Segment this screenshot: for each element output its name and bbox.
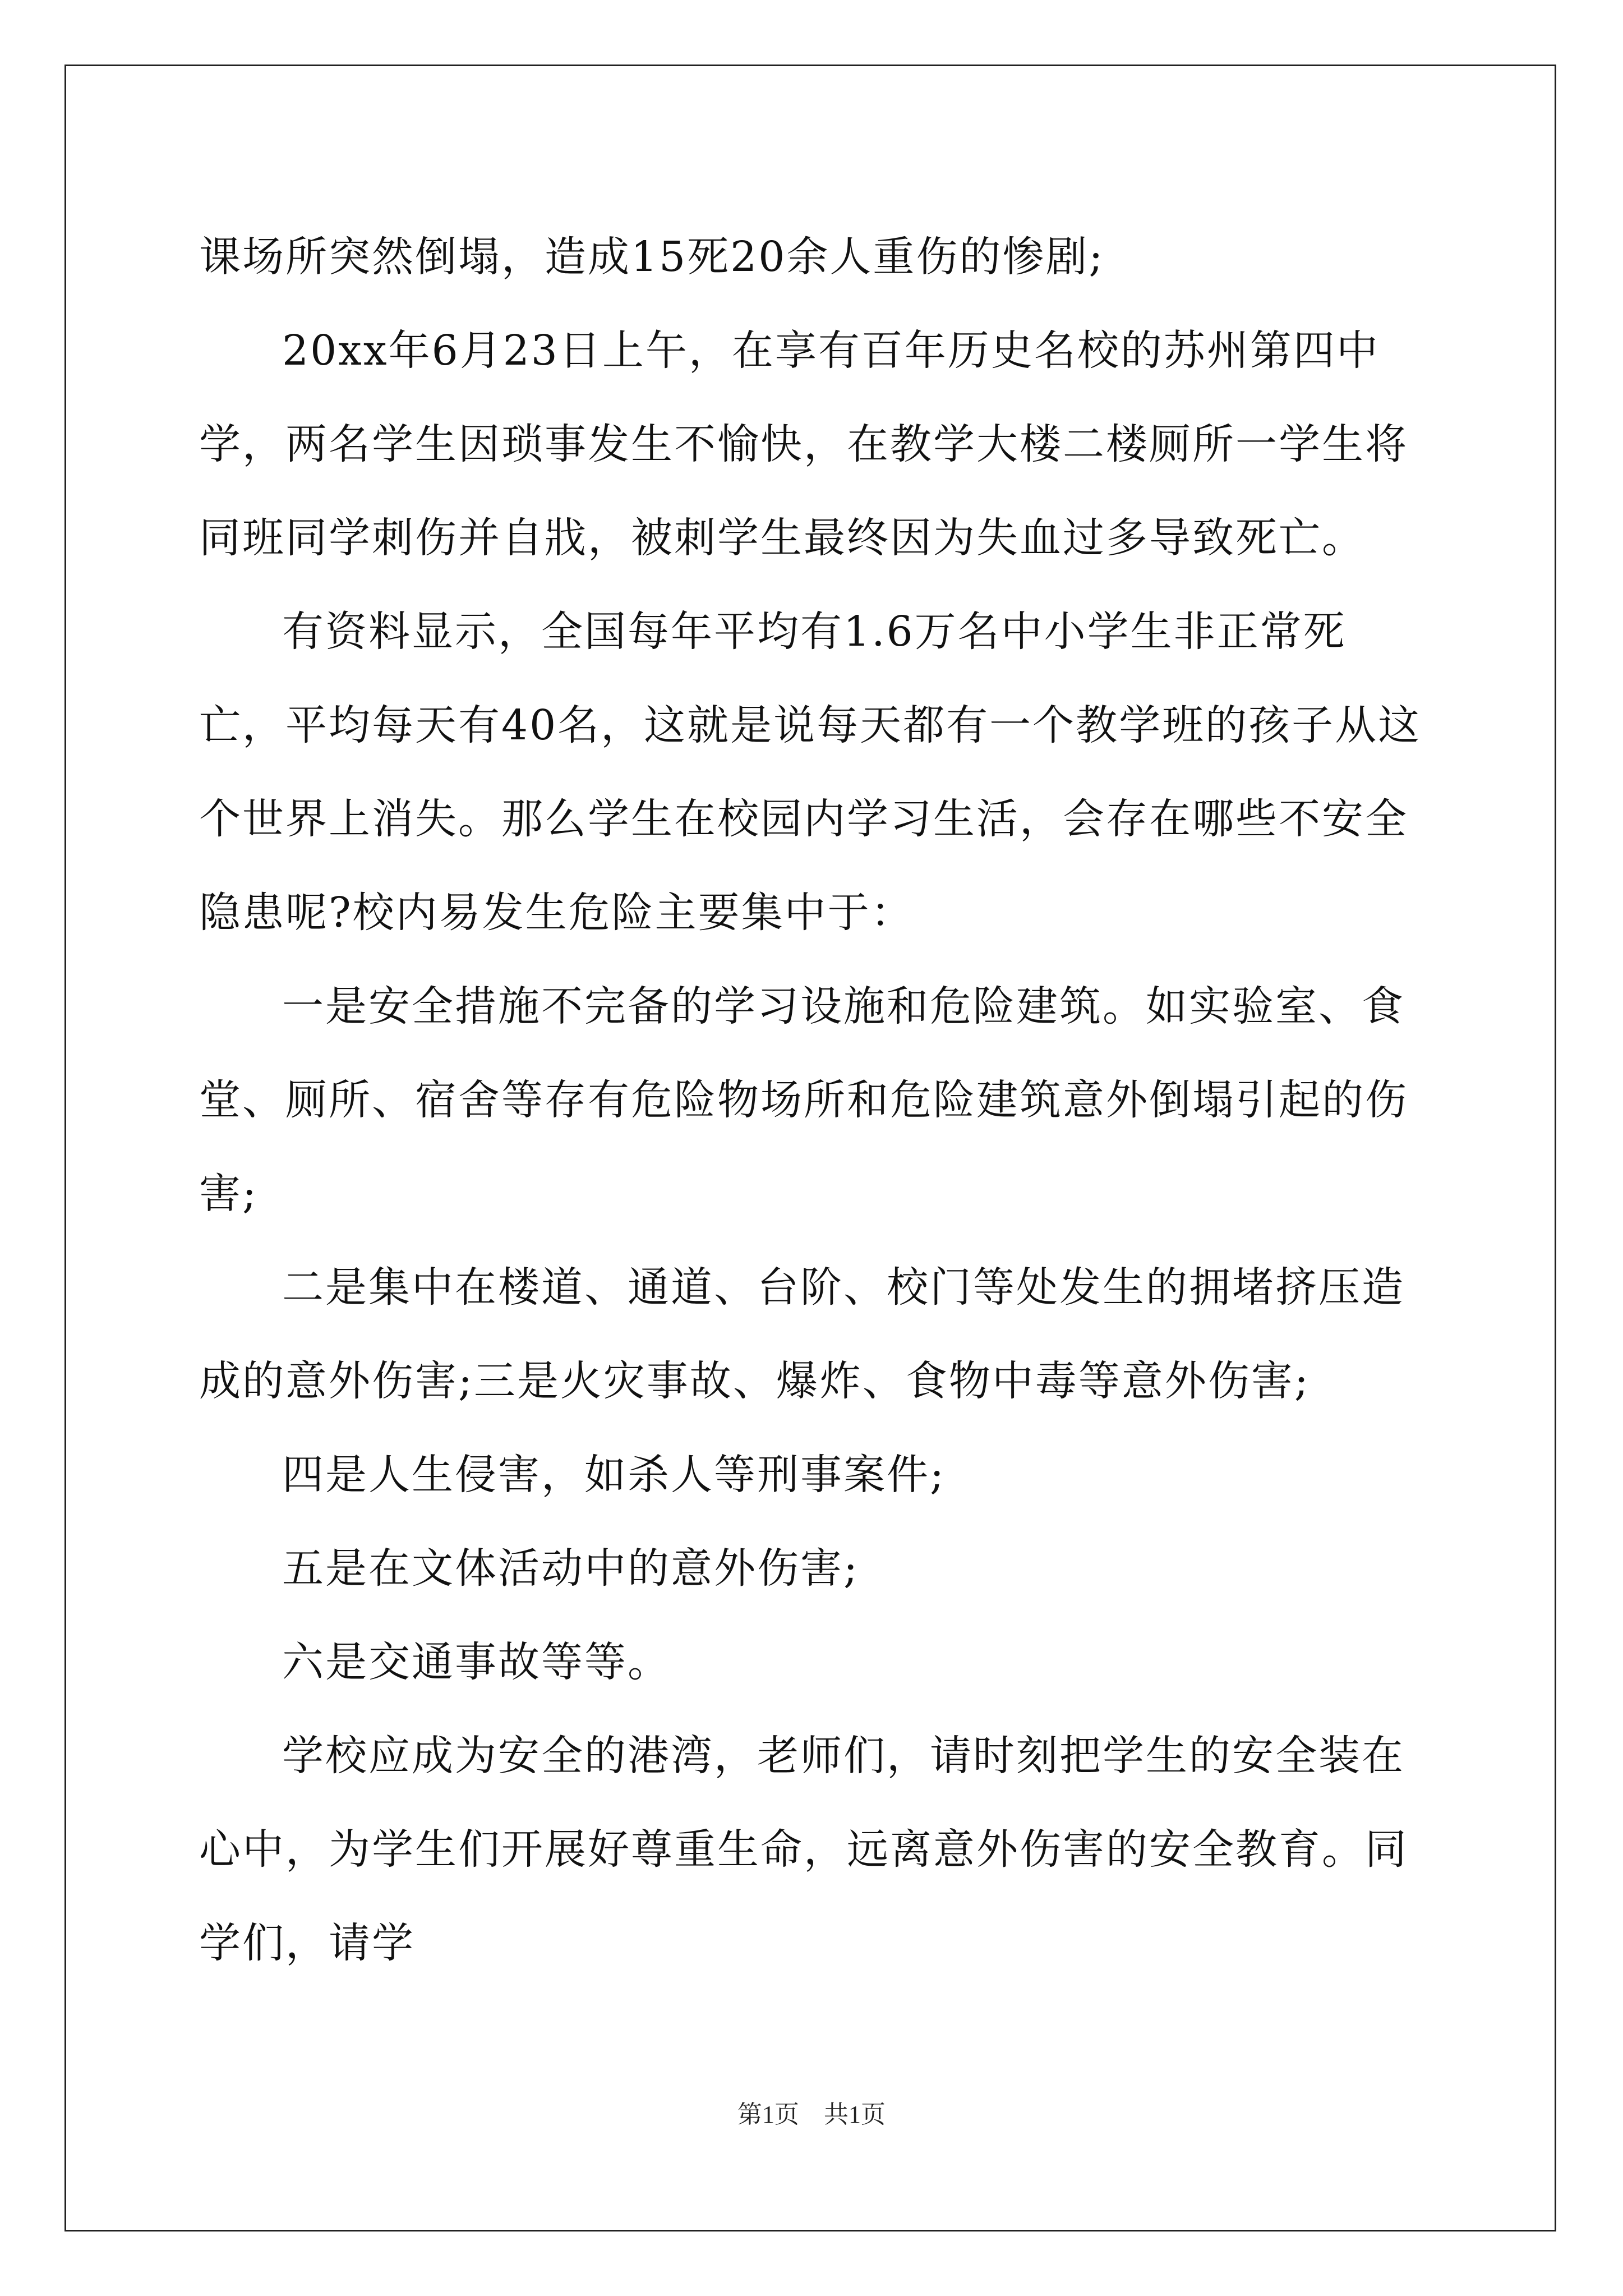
paragraph-8: 六是交通事故等等。 bbox=[282, 1638, 671, 1686]
paragraph-6: 四是人生侵害，如杀人等刑事案件; bbox=[282, 1451, 946, 1499]
paragraph-4: 一是安全措施不完备的学习设施和危险建筑。如实验室、食堂、厕所、宿舍等存有危险物场所和危险建筑意外倒塌引起的伤害; bbox=[199, 982, 1408, 1218]
paragraph-3: 有资料显示，全国每年平均有1.6万名中小学生非正常死亡，平均每天有40名，这就是说每天都有一个教学班的孩子从这个世界上消失。那么学生在校园内学习生活，会存在哪些不安全隐患呢?校内易发生危险主要集中于： bbox=[199, 608, 1422, 937]
document-body bbox=[199, 210, 1422, 1990]
paragraph-1: 课场所突然倒塌，造成15死20余人重伤的惨剧; bbox=[199, 233, 1105, 281]
page-footer: 第1页 共1页 bbox=[737, 2101, 886, 2128]
paragraph-2: 20xx年6月23日上午，在享有百年历史名校的苏州第四中学，两名学生因琐事发生不愉快，在教学大楼二楼厕所一学生将同班同学刺伤并自戕，被刺学生最终因为失血过多导致死亡。 bbox=[199, 326, 1408, 562]
paragraph-7: 五是在文体活动中的意外伤害; bbox=[282, 1544, 859, 1593]
paragraph-9: 学校应成为安全的港湾，老师们，请时刻把学生的安全装在心中，为学生们开展好尊重生命，远离意外伤害的安全教育。同学们，请学 bbox=[199, 1732, 1408, 1967]
paragraph-5: 二是集中在楼道、通道、台阶、校门等处发生的拥堵挤压造成的意外伤害;三是火灾事故、爆炸、食物中毒等意外伤害; bbox=[199, 1263, 1405, 1405]
